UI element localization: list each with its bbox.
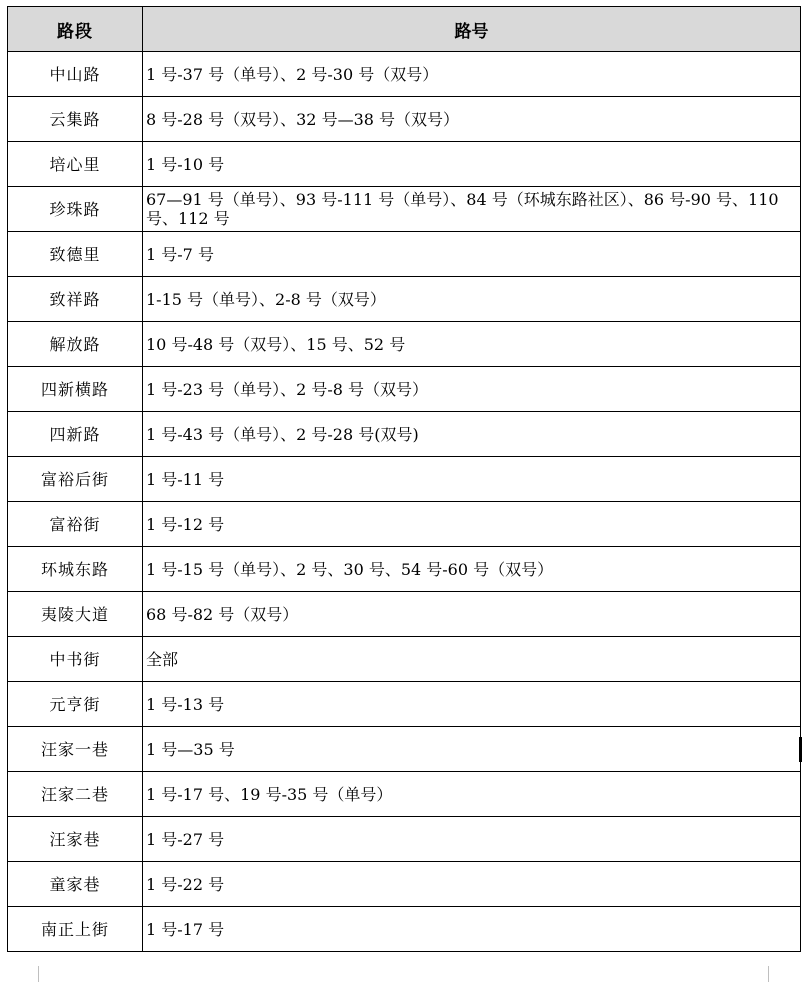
road-numbers-cell — [143, 592, 801, 637]
road-name-cell: 四新路 — [8, 412, 143, 457]
table-row — [8, 547, 801, 592]
road-name-cell: 解放路 — [8, 322, 143, 367]
road-name-cell: 童家巷 — [8, 862, 143, 907]
table-header — [8, 7, 801, 52]
road-numbers-cell — [143, 502, 801, 547]
road-name-cell: 中书街 — [8, 637, 143, 682]
table-row — [8, 862, 801, 907]
road-numbers-text: 1 号-37 号（单号）、2 号-30 号（双号） — [146, 64, 439, 84]
road-name-cell: 培心里 — [8, 142, 143, 187]
road-numbers-cell — [143, 862, 801, 907]
road-numbers-cell — [143, 817, 801, 862]
table-body — [8, 52, 801, 952]
road-numbers-text: 1 号-17 号 — [146, 919, 225, 939]
table-row — [8, 367, 801, 412]
road-name-cell: 珍珠路 — [8, 187, 143, 232]
road-numbers-text: 1 号—35 号 — [146, 739, 235, 759]
table-row — [8, 772, 801, 817]
road-name-cell: 元亨街 — [8, 682, 143, 727]
road-numbers-text: 1 号-12 号 — [146, 514, 225, 534]
road-numbers-cell — [143, 907, 801, 952]
road-name-cell: 汪家二巷 — [8, 772, 143, 817]
road-numbers-text: 67—91 号（单号）、93 号-111 号（单号）、84 号（环城东路社区）、86 号-90 号、110 号、112 号 — [146, 190, 779, 228]
road-name-cell: 汪家一巷 — [8, 727, 143, 772]
road-name-cell: 富裕后街 — [8, 457, 143, 502]
table-row — [8, 97, 801, 142]
header-row — [8, 7, 801, 52]
road-numbers-text: 10 号-48 号（双号）、15 号、52 号 — [146, 334, 406, 354]
road-numbers-text: 1 号-15 号（单号）、2 号、30 号、54 号-60 号（双号） — [146, 559, 554, 579]
road-numbers-cell — [143, 547, 801, 592]
table-row — [8, 187, 801, 232]
road-name-cell: 富裕街 — [8, 502, 143, 547]
table-row — [8, 817, 801, 862]
road-numbers-cell — [143, 772, 801, 817]
road-numbers-text: 68 号-82 号（双号） — [146, 604, 299, 624]
table-row — [8, 412, 801, 457]
table-row — [8, 637, 801, 682]
road-numbers-text: 1 号-27 号 — [146, 829, 225, 849]
road-numbers-cell — [143, 97, 801, 142]
table-row — [8, 142, 801, 187]
road-name-cell: 南正上街 — [8, 907, 143, 952]
road-numbers-text: 8 号-28 号（双号）、32 号—38 号（双号） — [146, 109, 460, 129]
table-row — [8, 727, 801, 772]
road-name-cell: 环城东路 — [8, 547, 143, 592]
road-name-cell: 汪家巷 — [8, 817, 143, 862]
road-name-cell: 夷陵大道 — [8, 592, 143, 637]
table-row — [8, 907, 801, 952]
header-road: 路段 — [8, 7, 143, 52]
road-name-cell: 四新横路 — [8, 367, 143, 412]
header-numbers: 路号 — [143, 7, 801, 52]
page-edge-right — [768, 966, 769, 982]
road-name-cell: 中山路 — [8, 52, 143, 97]
table-row — [8, 322, 801, 367]
table-row — [8, 52, 801, 97]
road-numbers-text: 1 号-22 号 — [146, 874, 225, 894]
road-numbers-cell — [143, 727, 801, 772]
table-row — [8, 502, 801, 547]
margin-mark — [799, 737, 802, 762]
road-numbers-text: 全部 — [146, 649, 179, 669]
road-numbers-cell — [143, 322, 801, 367]
road-name-cell: 云集路 — [8, 97, 143, 142]
table-row — [8, 457, 801, 502]
table-row — [8, 592, 801, 637]
table-row — [8, 277, 801, 322]
road-name-cell: 致祥路 — [8, 277, 143, 322]
road-numbers-cell — [143, 637, 801, 682]
road-numbers-cell — [143, 412, 801, 457]
road-numbers-text: 1 号-11 号 — [146, 469, 225, 489]
road-numbers-cell — [143, 457, 801, 502]
road-numbers-cell — [143, 232, 801, 277]
road-numbers-text: 1-15 号（单号）、2-8 号（双号） — [146, 289, 386, 309]
road-name-cell: 致德里 — [8, 232, 143, 277]
table-row — [8, 682, 801, 727]
page-edge-left — [38, 966, 39, 982]
road-numbers-cell — [143, 142, 801, 187]
road-numbers-text: 1 号-7 号 — [146, 244, 214, 264]
road-numbers-text: 1 号-13 号 — [146, 694, 225, 714]
road-numbers-text: 1 号-43 号（单号）、2 号-28 号(双号) — [146, 424, 419, 444]
road-numbers-cell — [143, 367, 801, 412]
road-number-table — [7, 6, 801, 952]
road-numbers-text: 1 号-17 号、19 号-35 号（单号） — [146, 784, 393, 804]
table-row — [8, 232, 801, 277]
road-numbers-text: 1 号-10 号 — [146, 154, 225, 174]
road-numbers-text: 1 号-23 号（单号）、2 号-8 号（双号） — [146, 379, 429, 399]
road-numbers-cell — [143, 277, 801, 322]
road-numbers-cell — [143, 52, 801, 97]
road-numbers-cell — [143, 187, 801, 232]
road-numbers-cell — [143, 682, 801, 727]
